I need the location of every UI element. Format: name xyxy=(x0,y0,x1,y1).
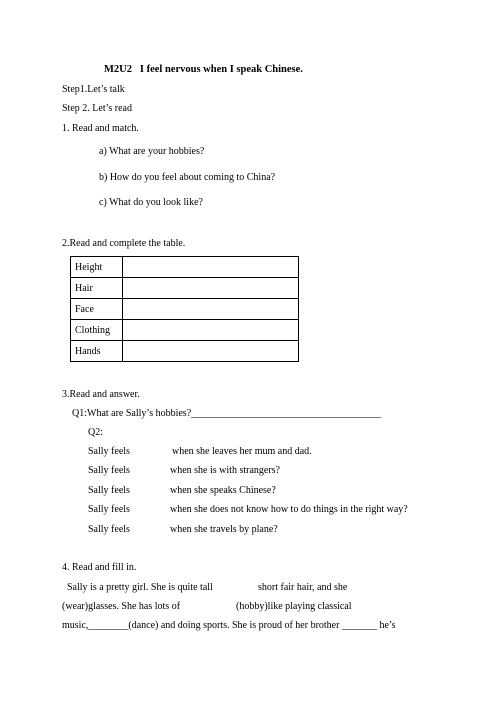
answer-line-start: Sally feels xyxy=(88,465,130,476)
page-title: M2U2 I feel nervous when I speak Chinese. xyxy=(104,64,303,75)
row-label-face: Face xyxy=(71,299,123,320)
answer-line-end: when she speaks Chinese? xyxy=(170,485,276,496)
section1-heading: 1. Read and match. xyxy=(62,123,139,134)
fill-line-start: Sally is a pretty girl. She is quite tall xyxy=(67,582,213,593)
question-2-label: Q2: xyxy=(88,427,103,438)
section4-heading: 4. Read and fill in. xyxy=(62,562,137,573)
answer-line-end: when she travels by plane? xyxy=(170,524,278,535)
question-1: Q1:What are Sally’s hobbies?______________________________________ xyxy=(72,408,382,419)
table-row xyxy=(71,257,299,278)
fill-line-start: music,________(dance) and doing sports. She is proud of her brother _______ he’s xyxy=(62,620,396,631)
table-row xyxy=(71,299,299,320)
fill-line-end: (hobby)like playing classical xyxy=(236,601,352,612)
row-label-clothing: Clothing xyxy=(71,320,123,341)
answer-cell-hair[interactable] xyxy=(123,278,299,299)
step2-heading: Step 2. Let’s read xyxy=(62,103,132,114)
fill-line-end: short fair hair, and she xyxy=(258,582,348,593)
answer-cell-height[interactable] xyxy=(123,257,299,278)
row-label-height: Height xyxy=(71,257,123,278)
appearance-table xyxy=(70,256,299,362)
answer-cell-clothing[interactable] xyxy=(123,320,299,341)
table-row xyxy=(71,320,299,341)
answer-line-end: when she leaves her mum and dad. xyxy=(172,446,312,457)
step1-heading: Step1.Let’s talk xyxy=(62,84,125,95)
table-row xyxy=(71,341,299,362)
answer-cell-hands[interactable] xyxy=(123,341,299,362)
match-item-b: b) How do you feel about coming to China? xyxy=(99,172,276,183)
row-label-hands: Hands xyxy=(71,341,123,362)
answer-line-start: Sally feels xyxy=(88,504,130,515)
answer-line-end: when she does not know how to do things in the right way? xyxy=(170,504,408,515)
section3-heading: 3.Read and answer. xyxy=(62,389,140,400)
answer-line-start: Sally feels xyxy=(88,446,130,457)
row-label-hair: Hair xyxy=(71,278,123,299)
answer-line-start: Sally feels xyxy=(88,524,130,535)
answer-line-start: Sally feels xyxy=(88,485,130,496)
match-item-a: a) What are your hobbies? xyxy=(99,146,205,157)
table-row xyxy=(71,278,299,299)
match-item-c: c) What do you look like? xyxy=(99,197,203,208)
answer-line-end: when she is with strangers? xyxy=(170,465,280,476)
section2-heading: 2.Read and complete the table. xyxy=(62,238,186,249)
answer-cell-face[interactable] xyxy=(123,299,299,320)
fill-line-start: (wear)glasses. She has lots of xyxy=(62,601,181,612)
